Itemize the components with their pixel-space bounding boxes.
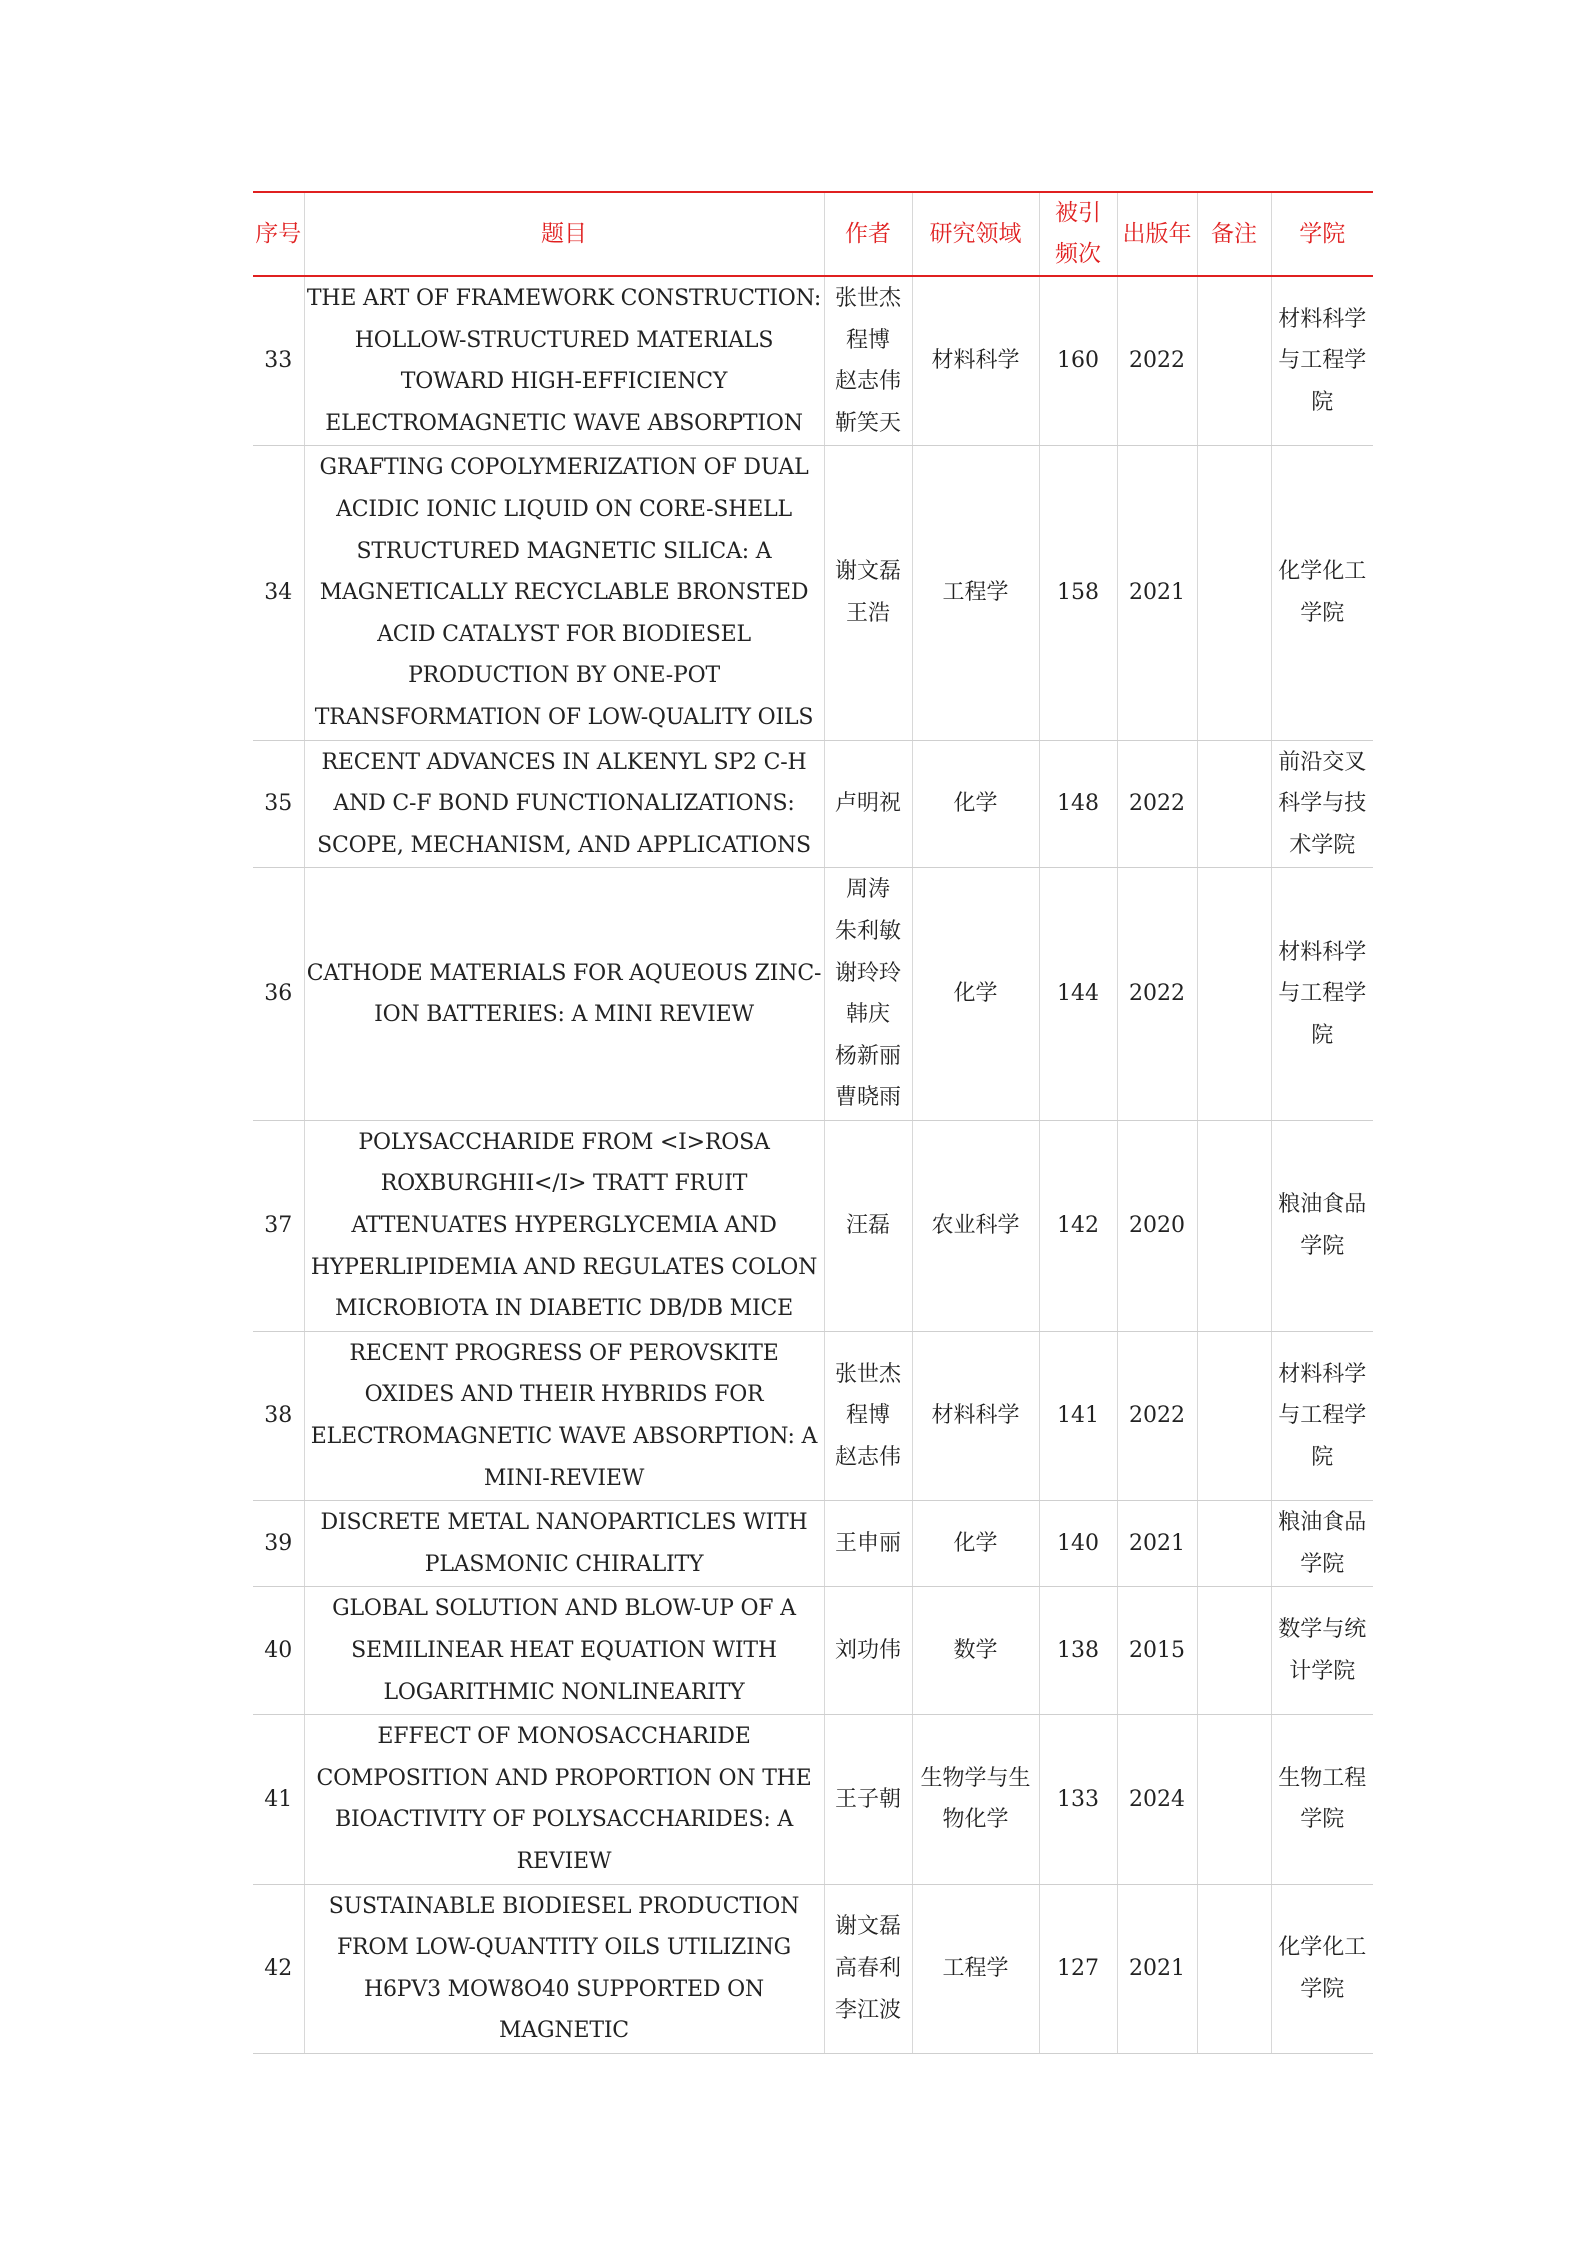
cell-school: 材料科学与工程学院 [1271, 276, 1373, 446]
cell-citations: 148 [1039, 740, 1117, 868]
cell-school: 数学与统计学院 [1271, 1587, 1373, 1715]
cell-field: 化学 [912, 1501, 1039, 1587]
cell-title: RECENT ADVANCES IN ALKENYL SP2 C-H AND C-F BOND FUNCTIONALIZATIONS: SCOPE, MECHANISM, AND APPLICATIONS [304, 740, 824, 868]
header-school: 学院 [1271, 192, 1373, 276]
author-name: 靳笑天 [834, 410, 901, 436]
cell-authors [824, 1587, 912, 1715]
cell-authors [824, 868, 912, 1121]
cell-field: 材料科学 [912, 1331, 1039, 1500]
author-name: 张世杰 [834, 286, 901, 311]
table-header-row [253, 192, 1373, 276]
cell-year: 2022 [1117, 276, 1197, 446]
cell-title: GRAFTING COPOLYMERIZATION OF DUAL ACIDIC IONIC LIQUID ON CORE-SHELL STRUCTURED MAGNETIC SILICA: A MAGNETICALLY RECYCLABLE BRONSTED ACID CATALYST FOR BIODIESEL PRODUCTION BY ONE-POT TRANSFORMATION OF LOW-QUALITY OILS [304, 446, 824, 740]
cell-year: 2021 [1117, 1501, 1197, 1587]
cell-citations: 142 [1039, 1120, 1117, 1331]
cell-authors [824, 740, 912, 868]
author-name: 汪磊 [845, 1213, 890, 1239]
header-citations: 被引频次 [1039, 192, 1117, 276]
cell-title: SUSTAINABLE BIODIESEL PRODUCTION FROM LOW-QUANTITY OILS UTILIZING H6PV3 MOW8O40 SUPPORTED ON MAGNETIC [304, 1884, 824, 2053]
author-name: 程博 [845, 327, 890, 353]
cell-year: 2015 [1117, 1587, 1197, 1715]
cell-school: 材料科学与工程学院 [1271, 868, 1373, 1121]
author-name: 王申丽 [834, 1531, 901, 1557]
cell-authors [824, 276, 912, 446]
table-body [253, 276, 1373, 2053]
cell-school: 粮油食品学院 [1271, 1120, 1373, 1331]
cell-school: 粮油食品学院 [1271, 1501, 1373, 1587]
cell-title: EFFECT OF MONOSACCHARIDE COMPOSITION AND PROPORTION ON THE BIOACTIVITY OF POLYSACCHARIDES: A REVIEW [304, 1715, 824, 1884]
table-row [253, 740, 1373, 868]
cell-year: 2022 [1117, 740, 1197, 868]
cell-note [1197, 1884, 1271, 2053]
header-title: 题目 [304, 192, 824, 276]
author-name: 谢玲玲 [834, 960, 901, 986]
cell-school: 化学化工学院 [1271, 446, 1373, 740]
cell-authors [824, 1715, 912, 1884]
cell-school: 材料科学与工程学院 [1271, 1331, 1373, 1500]
table-row [253, 1120, 1373, 1331]
header-note: 备注 [1197, 192, 1271, 276]
header-author: 作者 [824, 192, 912, 276]
cell-citations: 158 [1039, 446, 1117, 740]
cell-title: POLYSACCHARIDE FROM <I>ROSA ROXBURGHII</I> TRATT FRUIT ATTENUATES HYPERGLYCEMIA AND HYPERLIPIDEMIA AND REGULATES COLON MICROBIOTA IN DIABETIC DB/DB MICE [304, 1120, 824, 1331]
cell-no: 37 [253, 1120, 304, 1331]
header-no: 序号 [253, 192, 304, 276]
cell-field: 生物学与生物化学 [912, 1715, 1039, 1884]
cell-authors [824, 1884, 912, 2053]
cell-title: DISCRETE METAL NANOPARTICLES WITH PLASMONIC CHIRALITY [304, 1501, 824, 1587]
cell-title: THE ART OF FRAMEWORK CONSTRUCTION: HOLLOW-STRUCTURED MATERIALS TOWARD HIGH-EFFICIENCY ELECTROMAGNETIC WAVE ABSORPTION [304, 276, 824, 446]
cell-note [1197, 276, 1271, 446]
cell-field: 工程学 [912, 446, 1039, 740]
cell-no: 33 [253, 276, 304, 446]
cell-field: 农业科学 [912, 1120, 1039, 1331]
cell-year: 2021 [1117, 1884, 1197, 2053]
cell-title: GLOBAL SOLUTION AND BLOW-UP OF A SEMILINEAR HEAT EQUATION WITH LOGARITHMIC NONLINEARITY [304, 1587, 824, 1715]
highly-cited-papers-table [253, 191, 1373, 2054]
cell-field: 化学 [912, 740, 1039, 868]
cell-citations: 138 [1039, 1587, 1117, 1715]
author-name: 韩庆 [845, 1002, 890, 1028]
cell-no: 34 [253, 446, 304, 740]
author-name: 谢文磊 [834, 559, 901, 585]
author-name: 卢明祝 [834, 791, 901, 817]
cell-note [1197, 446, 1271, 740]
author-name: 高春利 [834, 1955, 901, 1981]
cell-year: 2022 [1117, 868, 1197, 1121]
cell-authors [824, 1501, 912, 1587]
author-name: 王子朝 [834, 1786, 901, 1812]
cell-no: 35 [253, 740, 304, 868]
cell-school: 化学化工学院 [1271, 1884, 1373, 2053]
header-year: 出版年 [1117, 192, 1197, 276]
cell-note [1197, 1587, 1271, 1715]
cell-note [1197, 1501, 1271, 1587]
table-row [253, 446, 1373, 740]
table-row [253, 1501, 1373, 1587]
cell-citations: 141 [1039, 1331, 1117, 1500]
cell-citations: 160 [1039, 276, 1117, 446]
author-name: 赵志伟 [834, 369, 901, 395]
cell-year: 2021 [1117, 446, 1197, 740]
author-name: 周涛 [845, 877, 890, 903]
cell-title: RECENT PROGRESS OF PEROVSKITE OXIDES AND THEIR HYBRIDS FOR ELECTROMAGNETIC WAVE ABSORPTION: A MINI-REVIEW [304, 1331, 824, 1500]
table-row [253, 1884, 1373, 2053]
author-name: 杨新丽 [834, 1043, 901, 1069]
author-name: 朱利敏 [834, 918, 901, 944]
cell-no: 36 [253, 868, 304, 1121]
cell-no: 40 [253, 1587, 304, 1715]
author-name: 谢文磊 [834, 1914, 901, 1940]
cell-authors [824, 1331, 912, 1500]
table-row [253, 1587, 1373, 1715]
cell-year: 2022 [1117, 1331, 1197, 1500]
cell-note [1197, 1715, 1271, 1884]
cell-no: 42 [253, 1884, 304, 2053]
cell-note [1197, 868, 1271, 1121]
cell-citations: 127 [1039, 1884, 1117, 2053]
author-name: 张世杰 [834, 1361, 901, 1387]
cell-title: CATHODE MATERIALS FOR AQUEOUS ZINC-ION BATTERIES: A MINI REVIEW [304, 868, 824, 1121]
author-name: 程博 [845, 1403, 890, 1429]
cell-field: 化学 [912, 868, 1039, 1121]
cell-note [1197, 1331, 1271, 1500]
cell-citations: 144 [1039, 868, 1117, 1121]
cell-note [1197, 740, 1271, 868]
cell-school: 前沿交叉科学与技术学院 [1271, 740, 1373, 868]
cell-school: 生物工程学院 [1271, 1715, 1373, 1884]
cell-no: 38 [253, 1331, 304, 1500]
cell-no: 39 [253, 1501, 304, 1587]
author-name: 刘功伟 [834, 1638, 901, 1663]
author-name: 李江波 [834, 1997, 901, 2023]
cell-authors [824, 1120, 912, 1331]
cell-no: 41 [253, 1715, 304, 1884]
cell-citations: 140 [1039, 1501, 1117, 1587]
header-field: 研究领域 [912, 192, 1039, 276]
author-name: 赵志伟 [834, 1444, 901, 1470]
cell-authors [824, 446, 912, 740]
table-row [253, 276, 1373, 446]
cell-field: 工程学 [912, 1884, 1039, 2053]
table-row [253, 1715, 1373, 1884]
table-row [253, 1331, 1373, 1500]
cell-year: 2020 [1117, 1120, 1197, 1331]
cell-note [1197, 1120, 1271, 1331]
author-name: 王浩 [845, 600, 890, 626]
table-row [253, 868, 1373, 1121]
cell-year: 2024 [1117, 1715, 1197, 1884]
cell-field: 材料科学 [912, 276, 1039, 446]
cell-citations: 133 [1039, 1715, 1117, 1884]
cell-field: 数学 [912, 1587, 1039, 1715]
author-name: 曹晓雨 [834, 1085, 901, 1111]
